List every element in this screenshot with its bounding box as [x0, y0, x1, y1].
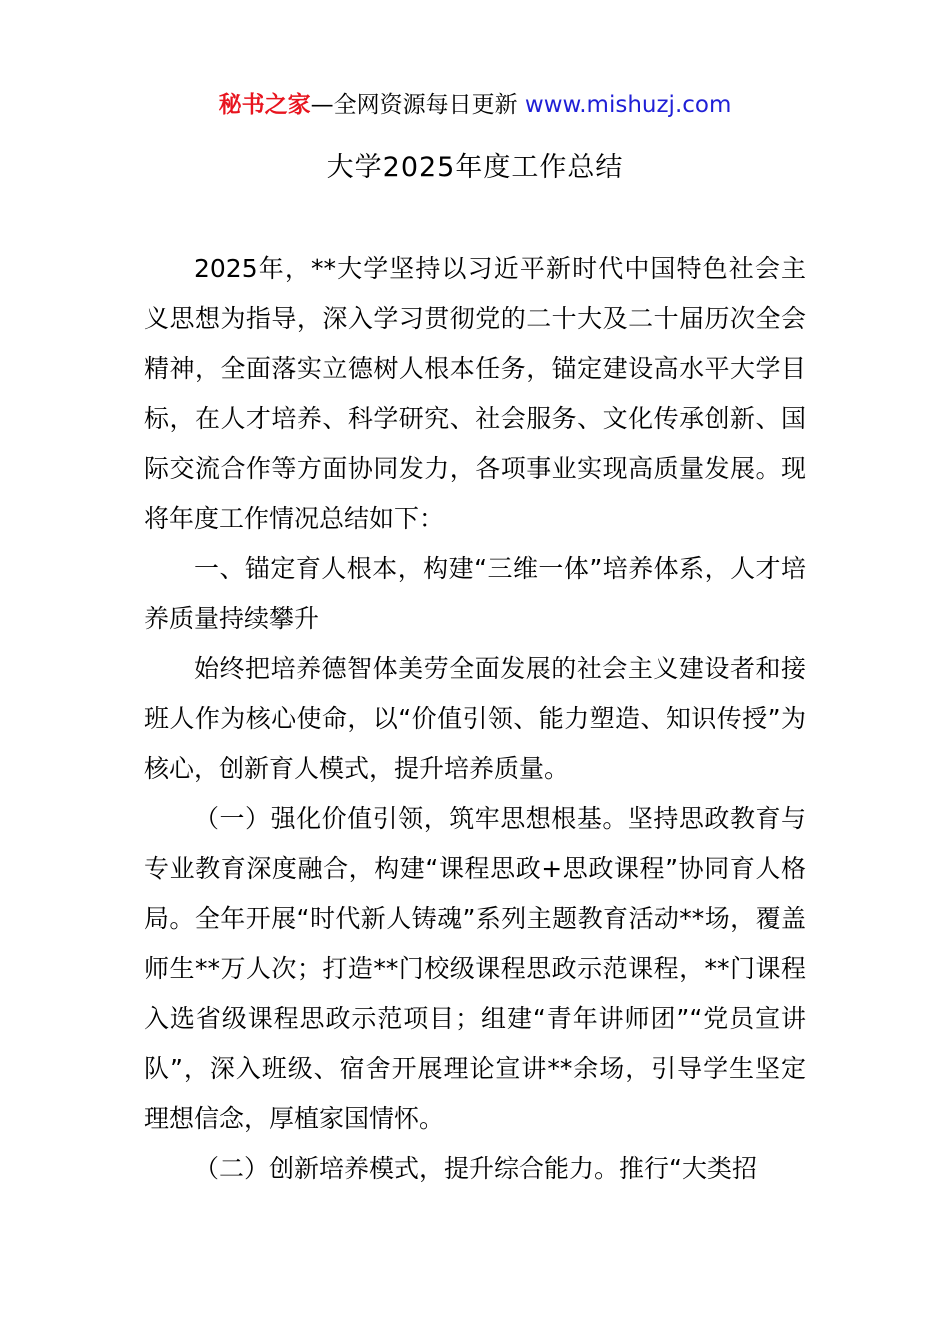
paragraph-section-1: 始终把培养德智体美劳全面发展的社会主义建设者和接班人作为核心使命，以“价值引领、能力塑造、知识传授”为核心，创新育人模式，提升培养质量。	[144, 654, 806, 783]
paragraph-subsection-2: （二）创新培养模式，提升综合能力。推行“大类招	[194, 1154, 757, 1183]
document-title: 大学2025年度工作总结	[326, 152, 624, 183]
site-header	[0, 88, 950, 122]
site-url[interactable]: www.mishuzj.com	[524, 92, 732, 118]
header-tagline: —全网资源每日更新	[310, 92, 525, 118]
section-heading-1: 一、锚定育人根本，构建“三维一体”培养体系，人才培养质量持续攀升	[144, 554, 806, 633]
paragraph-subsection-1: （一）强化价值引领，筑牢思想根基。坚持思政教育与专业教育深度融合，构建“课程思政+思政课程”协同育人格局。全年开展“时代新人铸魂”系列主题教育活动**场，覆盖师生**万人次；打造**门校级课程思政示范课程，**门课程入选省级课程思政示范项目；组建“青年讲师团”“党员宣讲队”，深入班级、宿舍开展理论宣讲**余场，引导学生坚定理想信念，厚植家国情怀。	[144, 804, 806, 1133]
brand-name: 秘书之家	[218, 92, 311, 118]
document-body	[144, 244, 806, 1194]
paragraph-intro: 2025年，**大学坚持以习近平新时代中国特色社会主义思想为指导，深入学习贯彻党的二十大及二十届历次全会精神，全面落实立德树人根本任务，锚定建设高水平大学目标，在人才培养、科学研究、社会服务、文化传承创新、国际交流合作等方面协同发力，各项事业实现高质量发展。现将年度工作情况总结如下：	[144, 254, 806, 533]
